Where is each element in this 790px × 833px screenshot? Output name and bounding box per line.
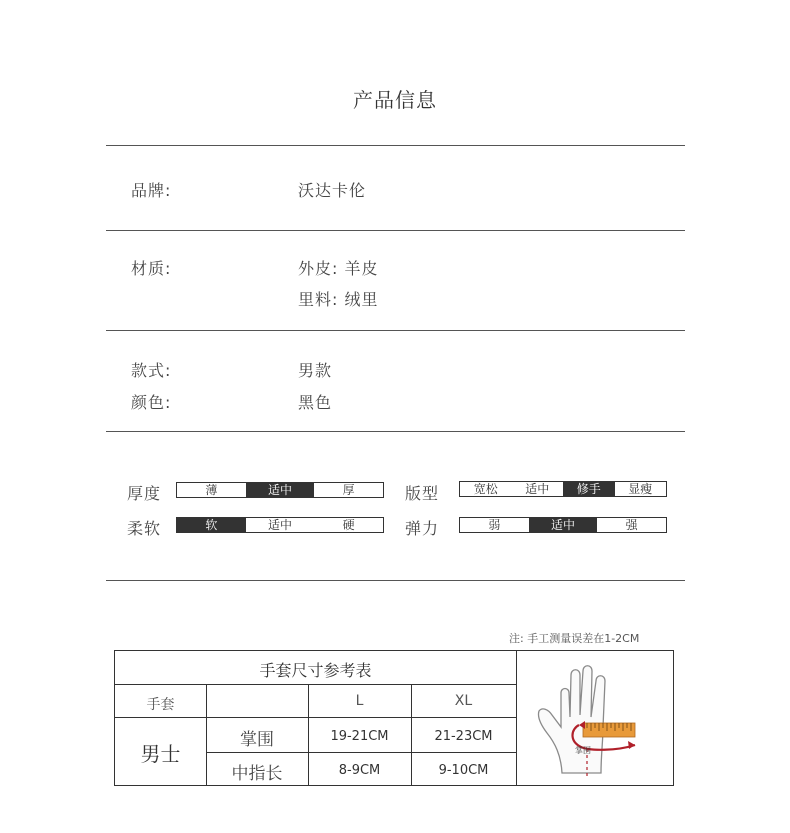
scale-option: 显瘦: [628, 482, 653, 496]
measurement-note: 注: 手工测量误差在1-2CM: [509, 632, 640, 645]
divider: [106, 230, 685, 231]
scale-option-selected: 修手: [563, 482, 615, 496]
divider: [106, 145, 685, 146]
thickness-scale: [176, 482, 384, 498]
table-group-label: 男士: [140, 742, 181, 766]
scale-option: 适中: [525, 482, 550, 496]
table-cell: 8-9CM: [338, 763, 381, 778]
size-table: [114, 650, 674, 786]
thickness-label: 厚度: [127, 484, 162, 503]
table-col-header-l: L: [355, 693, 364, 709]
hand-measure-diagram: [517, 651, 673, 785]
material-label: 材质:: [131, 259, 172, 278]
table-line: [115, 684, 516, 685]
table-cell: 21-23CM: [434, 729, 493, 744]
scale-option: 厚: [342, 483, 355, 497]
scale-option: 薄: [205, 483, 218, 497]
hand-icon: [517, 651, 673, 785]
material-lining: 里料: 绒里: [298, 290, 379, 309]
scale-option: 适中: [268, 518, 293, 532]
table-row-label: 中指长: [231, 764, 283, 784]
divider: [106, 580, 685, 581]
table-row-header: 手套: [146, 697, 175, 713]
table-title: 手套尺寸参考表: [259, 661, 372, 680]
scale-option: 硬: [342, 518, 355, 532]
softness-label: 柔软: [127, 519, 162, 538]
divider: [106, 330, 685, 331]
page-title: 产品信息: [353, 88, 437, 112]
table-row-label: 掌围: [240, 730, 274, 750]
fit-scale: [459, 481, 667, 497]
divider: [106, 431, 685, 432]
table-col-header-xl: XL: [454, 693, 473, 709]
color-value: 黑色: [298, 393, 333, 412]
diagram-label: 掌围: [575, 746, 591, 755]
fit-label: 版型: [405, 484, 440, 503]
brand-value: 沃达卡伦: [298, 181, 367, 200]
softness-scale: [176, 517, 384, 533]
scale-option-selected: 适中: [529, 518, 598, 532]
scale-option-selected: 适中: [246, 483, 315, 497]
scale-option-selected: 软: [177, 518, 246, 532]
table-line: [115, 717, 516, 718]
table-cell: 9-10CM: [438, 763, 489, 778]
scale-option: 弱: [488, 518, 501, 532]
brand-label: 品牌:: [131, 181, 172, 200]
style-label: 款式:: [131, 361, 172, 380]
elasticity-scale: [459, 517, 667, 533]
table-cell: 19-21CM: [330, 729, 389, 744]
scale-option: 宽松: [473, 482, 498, 496]
style-value: 男款: [298, 361, 333, 380]
material-outer: 外皮: 羊皮: [298, 259, 379, 278]
scale-option: 强: [625, 518, 638, 532]
color-label: 颜色:: [131, 393, 172, 412]
table-line: [206, 752, 516, 753]
elasticity-label: 弹力: [405, 519, 440, 538]
